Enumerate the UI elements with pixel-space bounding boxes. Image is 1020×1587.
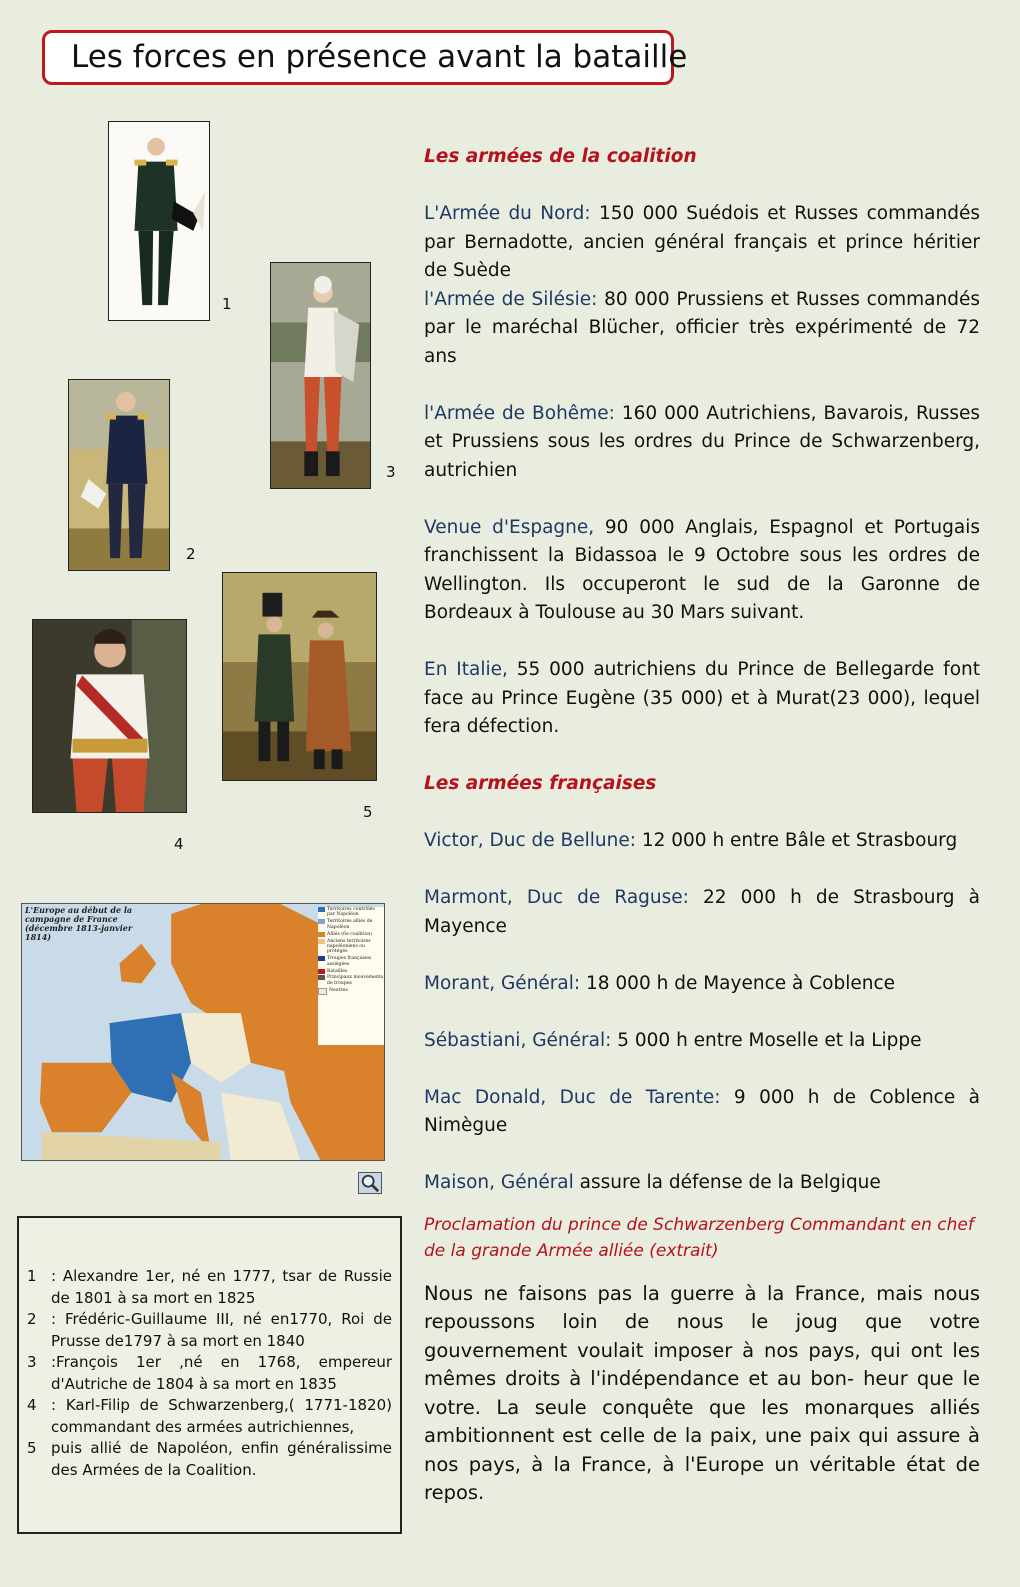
army-details: 160 000 Autrichiens, Bavarois, Russes et Prussiens sous les ordres du Prince de Schwarzenberg, autrichien bbox=[424, 402, 981, 481]
map-legend-item: Territoires contrôlés par Napoléon bbox=[327, 907, 375, 918]
proclamation-heading: Proclamation du prince de Schwarzenberg Commandant en chef de la grande Armée alliée (extrait) bbox=[424, 1214, 974, 1261]
army-name: Venue d'Espagne, bbox=[424, 516, 595, 538]
army-name: l'Armée de Bohême: bbox=[424, 402, 615, 424]
commander-name: Morant, Général: bbox=[424, 972, 581, 994]
map-legend-item: Neutres bbox=[329, 987, 348, 993]
page-title: Les forces en présence avant la bataille bbox=[42, 30, 674, 85]
proclamation-text: Nous ne faisons pas la guerre à la France, mais nous repoussons loin de nous le joug que votre gouvernement voulait imposer à nos pays, qui ont les mêmes droits à l'indépendance et au bon- heur que le votre. La seule conquête que les monarques alliés ambitionnent est celle de la paix, une paix qui assure à nos pays, à la France, à l'Europe un véritable état de repos. bbox=[424, 1281, 980, 1504]
coalition-army-paragraph bbox=[424, 200, 980, 286]
french-commander-paragraph bbox=[424, 1169, 980, 1198]
caption-text: : Alexandre 1er, né en 1777, tsar de Russie de 1801 à sa mort en 1825 bbox=[51, 1267, 392, 1307]
commander-name: Maison, Général bbox=[424, 1172, 574, 1193]
french-commander-paragraph bbox=[424, 827, 980, 856]
caption-row bbox=[27, 1395, 392, 1438]
french-commander-paragraph bbox=[424, 884, 980, 941]
map-legend-item: Alliés (6e coalition) bbox=[327, 931, 373, 937]
map-legend-item: Troupes françaises assiégées bbox=[327, 956, 372, 967]
french-commander-paragraph bbox=[424, 1027, 980, 1056]
army-details: 55 000 autrichiens du Prince de Bellegarde font face au Prince Eugène (35 000) et à Murat(23 000), lequel fera défection. bbox=[424, 659, 980, 737]
caption-text: :François 1er ,né en 1768, empereur d'Autriche de 1804 à sa mort en 1835 bbox=[51, 1353, 392, 1393]
commander-name: Sébastiani, Général: bbox=[424, 1029, 612, 1051]
zoom-magnifier-icon[interactable] bbox=[358, 1172, 382, 1194]
coalition-army-paragraph bbox=[424, 286, 980, 372]
caption-number: 1 bbox=[27, 1267, 37, 1285]
caption-text: : Karl-Filip de Schwarzenberg,( 1771-1820) commandant des armées autrichiennes, bbox=[51, 1396, 392, 1436]
commander-details: 22 000 h de Strasbourg à Mayence bbox=[424, 887, 980, 937]
portrait-1-number: 1 bbox=[222, 295, 232, 313]
map-legend-item: Anciens territoires napoléoniens ou protégés bbox=[327, 938, 371, 955]
caption-number: 3 bbox=[27, 1353, 37, 1371]
caption-row bbox=[27, 1438, 392, 1481]
army-name: l'Armée de Silésie: bbox=[424, 288, 598, 310]
french-commander-paragraph bbox=[424, 970, 980, 999]
commander-name: Mac Donald, Duc de Tarente: bbox=[424, 1086, 721, 1108]
caption-row bbox=[27, 1352, 392, 1395]
army-name: L'Armée du Nord: bbox=[424, 203, 591, 224]
commander-details: 12 000 h entre Bâle et Strasbourg bbox=[635, 830, 958, 851]
europe-map bbox=[21, 903, 385, 1161]
caption-number: 2 bbox=[27, 1310, 37, 1328]
french-heading: Les armées françaises bbox=[424, 773, 657, 794]
commander-details: 5 000 h entre Moselle et la Lippe bbox=[611, 1029, 922, 1051]
commander-name: Marmont, Duc de Raguse: bbox=[424, 887, 689, 908]
map-title: L'Europe au début de la campagne de France (décembre 1813-janvier 1814) bbox=[25, 905, 133, 942]
commander-details: 9 000 h de Coblence à Nimègue bbox=[424, 1086, 980, 1136]
portrait-4-image bbox=[32, 619, 187, 813]
caption-number: 4 bbox=[27, 1396, 37, 1414]
portrait-3-number: 3 bbox=[386, 463, 396, 481]
caption-row bbox=[27, 1266, 392, 1309]
caption-text: : Frédéric-Guillaume III, né en1770, Roi de Prusse de1797 à sa mort en 1840 bbox=[51, 1310, 392, 1350]
portrait-captions bbox=[17, 1216, 402, 1534]
commander-details: assure la défense de la Belgique bbox=[573, 1172, 881, 1193]
portrait-5-number: 5 bbox=[363, 803, 373, 821]
coalition-army-paragraph bbox=[424, 656, 980, 742]
caption-row bbox=[27, 1309, 392, 1352]
commander-name: Victor, Duc de Bellune: bbox=[424, 830, 636, 851]
forces-text-column bbox=[424, 143, 980, 1508]
army-details: 80 000 Prussiens et Russes commandés par le maréchal Blücher, officier très expérimenté de 72 ans bbox=[424, 288, 981, 367]
portrait-2-number: 2 bbox=[186, 545, 196, 563]
portrait-3-image bbox=[270, 262, 371, 489]
caption-text: puis allié de Napoléon, enfin généralissime des Armées de la Coalition. bbox=[51, 1439, 392, 1479]
coalition-heading: Les armées de la coalition bbox=[424, 146, 697, 167]
portrait-5-image bbox=[222, 572, 377, 781]
french-commander-paragraph bbox=[424, 1084, 980, 1141]
map-legend-item: Territoires alliés de Napoléon bbox=[327, 919, 373, 930]
map-legend bbox=[318, 907, 384, 1045]
coalition-army-paragraph bbox=[424, 514, 980, 628]
commander-details: 18 000 h de Mayence à Coblence bbox=[580, 972, 895, 994]
caption-number: 5 bbox=[27, 1439, 37, 1457]
coalition-army-paragraph bbox=[424, 400, 980, 486]
portrait-4-number: 4 bbox=[174, 835, 184, 853]
army-details: 90 000 Anglais, Espagnol et Portugais franchissent la Bidassoa le 9 Octobre sous les ordres de Wellington. Ils occuperont le sud de la Garonne de Bordeaux à Toulouse au 30 Mars suivant. bbox=[424, 516, 981, 623]
map-legend-item: Principaux mouvements de troupes bbox=[327, 975, 384, 986]
army-details: 150 000 Suédois et Russes commandés par Bernadotte, ancien général français et prince héritier de Suède bbox=[424, 203, 980, 281]
portrait-1-image bbox=[108, 121, 210, 321]
army-name: En Italie, bbox=[424, 659, 508, 680]
portrait-2-image bbox=[68, 379, 170, 571]
map-legend-item: Batailles bbox=[327, 968, 348, 974]
